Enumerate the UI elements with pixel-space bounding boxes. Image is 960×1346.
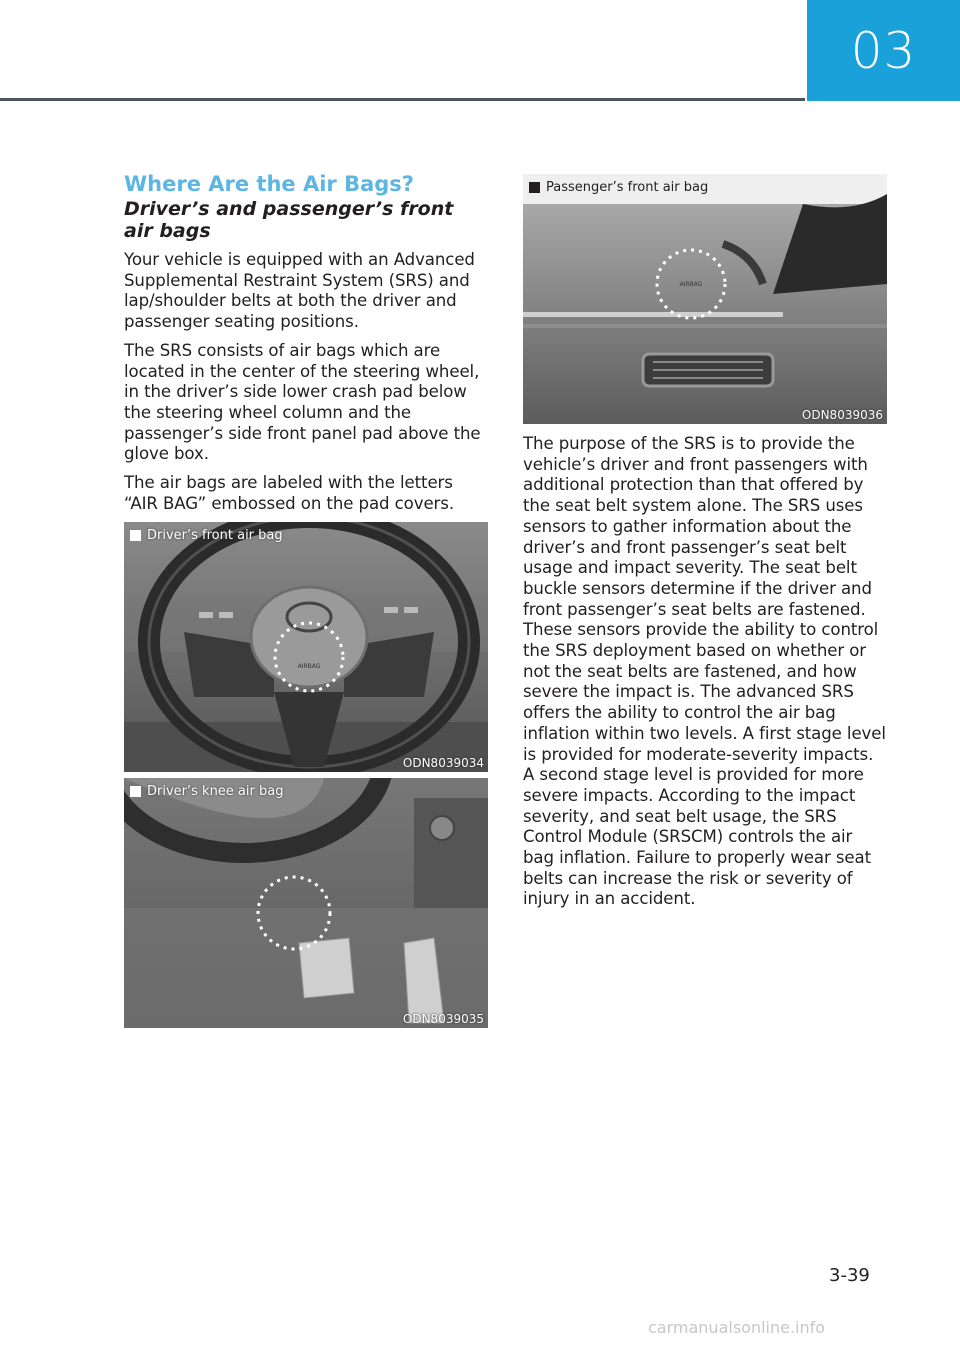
bullet-square-icon xyxy=(130,530,141,541)
subsection-title: Driver’s and passenger’s front air bags xyxy=(124,198,454,242)
figure-caption xyxy=(529,180,708,195)
paragraph-intro: Your vehicle is equipped with an Advanced Supplemental Restraint System (SRS) and lap/shoulder belts at both the driver and passenger seating positions. xyxy=(124,250,475,332)
caption-text: Driver’s knee air bag xyxy=(147,784,284,800)
header-rule xyxy=(0,98,805,101)
chapter-tab: 03 xyxy=(807,0,960,101)
figure-code: ODN8039035 xyxy=(402,1012,484,1027)
paragraph-locations: The SRS consists of air bags which are located in the center of the steering wheel, in the driver’s side lower crash pad below the steering wheel column and the passenger’s side front panel pad above the glove box. xyxy=(124,340,481,464)
dashboard-illustration xyxy=(523,174,887,424)
right-column xyxy=(523,174,887,918)
paragraph-srs-purpose: The purpose of the SRS is to provide the vehicle’s driver and front passengers with additional protection than that offered by the seat belt system alone. The SRS uses sensors to gather information about the driver’s and front passenger’s seat belt usage and impact severity. The seat belt buckle sensors determine if the driver and front passenger’s seat belts are fastened. These sensors provide the ability to control the SRS deployment based on whether or not the seat belts are fastened, and how severe the impact is. The advanced SRS offers the ability to control the air bag inflation within two levels. A first stage level is provided for moderate-severity impacts. A second stage level is provided for more severe impacts. According to the impact severity, and seat belt usage, the SRS Control Module (SRSCM) controls the air bag inflation. Failure to properly wear seat belts can increase the risk or severity of injury in an accident. xyxy=(523,434,886,909)
steering-wheel-illustration xyxy=(124,522,488,772)
caption-text: Driver’s front air bag xyxy=(147,528,283,544)
bullet-square-icon xyxy=(130,786,141,797)
airbag-emboss-text: AIRBAG xyxy=(297,663,321,671)
figure-caption xyxy=(130,528,283,543)
figure-code: ODN8039036 xyxy=(801,408,883,422)
left-column xyxy=(124,168,488,1028)
figure-driver-knee-airbag xyxy=(124,778,488,1028)
page-number: 3-39 xyxy=(829,1265,870,1286)
caption-text: Passenger’s front air bag xyxy=(546,180,709,195)
paragraph-labels: The air bags are labeled with the letters “AIR BAG” embossed on the pad covers. xyxy=(124,473,454,513)
figure-passenger-front-airbag xyxy=(523,174,887,424)
figure-driver-front-airbag xyxy=(124,522,488,772)
bullet-square-icon xyxy=(529,182,540,193)
watermark: carmanualsonline.info xyxy=(648,1318,826,1337)
figure-code: ODN8039034 xyxy=(402,756,484,771)
knee-airbag-illustration xyxy=(124,778,488,1028)
section-title: Where Are the Air Bags? xyxy=(124,172,414,196)
airbag-emboss-text: AIRBAG xyxy=(679,281,703,288)
figure-caption xyxy=(130,784,283,799)
